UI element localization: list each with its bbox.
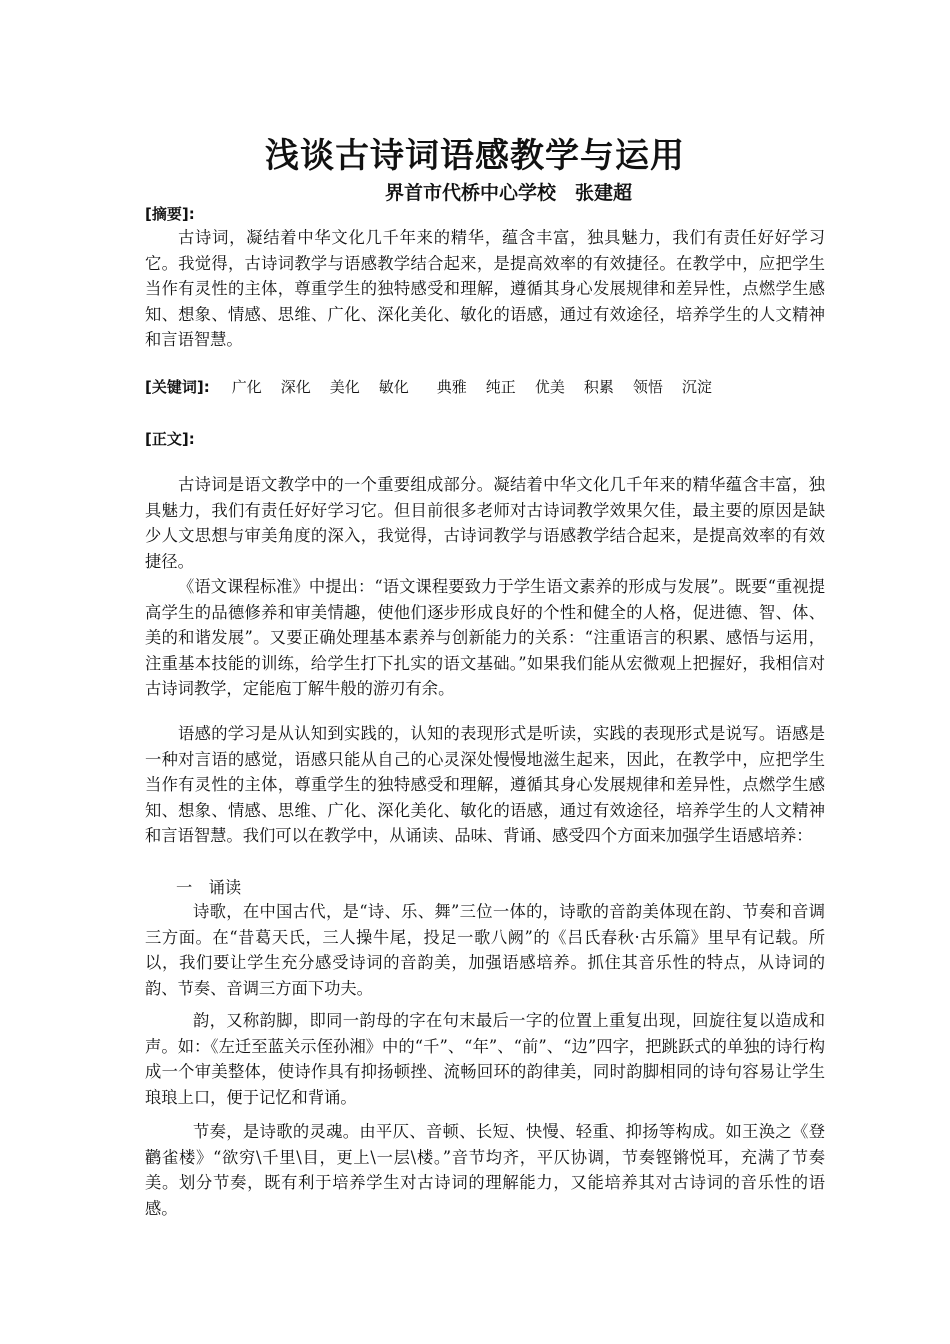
paragraph-1: 古诗词是语文教学中的一个重要组成部分。凝结着中华文化几千年来的精华蕴含丰富，独具魅力，我们有责任好好学习它。但目前很多老师对古诗词教学效果欠佳，最主要的原因是缺少人文思想与审美角度的深入，我觉得，古诗词教学与语感教学结合起来，是提高效率的有效捷径。 — [145, 475, 825, 571]
paragraph-5: 韵，又称韵脚，即同一韵母的字在句末最后一字的位置上重复出现，回旋往复以造成和声。如：《左迁至蓝关示侄孙湘》中的“千”、“年”、“前”、“边”四字，把跳跃式的单独的诗行构成一个审美整体，使诗作具有抑扬顿挫、流畅回环的韵律美，同时韵脚相同的诗句容易让学生琅琅上口，便于记忆和背诵。 — [145, 1011, 825, 1107]
keyword-item: 广化 — [231, 378, 262, 396]
abstract-label: [摘要]: — [145, 205, 195, 223]
section-heading-recitation: 一 诵读 — [176, 878, 242, 897]
keyword-item: 纯正 — [485, 378, 516, 396]
keyword-item: 典雅 — [436, 378, 467, 396]
abstract-text: 古诗词，凝结着中华文化几千年来的精华，蕴含丰富，独具魅力，我们有责任好好学习它。我觉得，古诗词教学与语感教学结合起来，是提高效率的有效捷径。在教学中，应把学生当作有灵性的主体，尊重学生的独特感受和理解，遵循其身心发展规律和差异性，点燃学生感知、想象、情感、思维、广化、深化美化、敏化的语感，通过有效途径，培养学生的人文精神和言语智慧。 — [145, 228, 825, 349]
keyword-item: 优美 — [534, 378, 565, 396]
paragraph-6: 节奏，是诗歌的灵魂。由平仄、音顿、长短、快慢、轻重、抑扬等构成。如王涣之《登鹳雀楼》“欲穷\千里\目，更上\一层\楼。”音节均齐，平仄协调，节奏铿锵悦耳，充满了节奏美。划分节奏，既有利于培养学生对古诗词的理解能力，又能培养其对古诗词的音乐性的语感。 — [145, 1122, 825, 1218]
keyword-item: 深化 — [280, 378, 311, 396]
keyword-item: 沉淀 — [681, 378, 712, 396]
paragraph-2: 《语文课程标准》中提出：“语文课程要致力于学生语文素养的形成与发展”。既要“重视提高学生的品德修养和审美情趣，使他们逐步形成良好的个性和健全的人格，促进德、智、体、美的和谐发展”。又要正确处理基本素养与创新能力的关系：“注重语言的积累、感悟与运用，注重基本技能的训练，给学生打下扎实的语文基础。”如果我们能从宏微观上把握好，我相信对古诗词教学，定能庖丁解牛般的游刃有余。 — [145, 577, 825, 698]
paragraph-3: 语感的学习是从认知到实践的，认知的表现形式是听读，实践的表现形式是说写。语感是一种对言语的感觉，语感只能从自己的心灵深处慢慢地滋生起来，因此，在教学中，应把学生当作有灵性的主体，尊重学生的独特感受和理解，遵循其身心发展规律和差异性，点燃学生感知、想象、情感、思维、广化、深化美化、敏化的语感，通过有效途径，培养学生的人文精神和言语智慧。我们可以在教学中，从诵读、品味、背诵、感受四个方面来加强学生语感培养： — [145, 724, 825, 845]
body-label: [正文]: — [145, 430, 195, 448]
keyword-item: 积累 — [583, 378, 614, 396]
keywords-label: [关键词]: — [145, 378, 210, 396]
keyword-item: 美化 — [329, 378, 360, 396]
paragraph-4: 诗歌，在中国古代，是“诗、乐、舞”三位一体的，诗歌的音韵美体现在韵、节奏和音调三方面。在“昔葛天氏，三人操牛尾，投足一歌八阙”的《吕氏春秋·古乐篇》里早有记载。所以，我们要让学生充分感受诗词的音韵美，加强语感培养。抓住其音乐性的特点，从诗词的韵、节奏、音调三方面下功夫。 — [145, 902, 825, 998]
keyword-item: 领悟 — [632, 378, 663, 396]
keyword-item: 敏化 — [378, 378, 409, 396]
author-line: 界首市代桥中心学校 张建超 — [385, 182, 633, 204]
page-title: 浅谈古诗词语感教学与运用 — [265, 136, 685, 176]
keywords-row — [145, 376, 731, 397]
